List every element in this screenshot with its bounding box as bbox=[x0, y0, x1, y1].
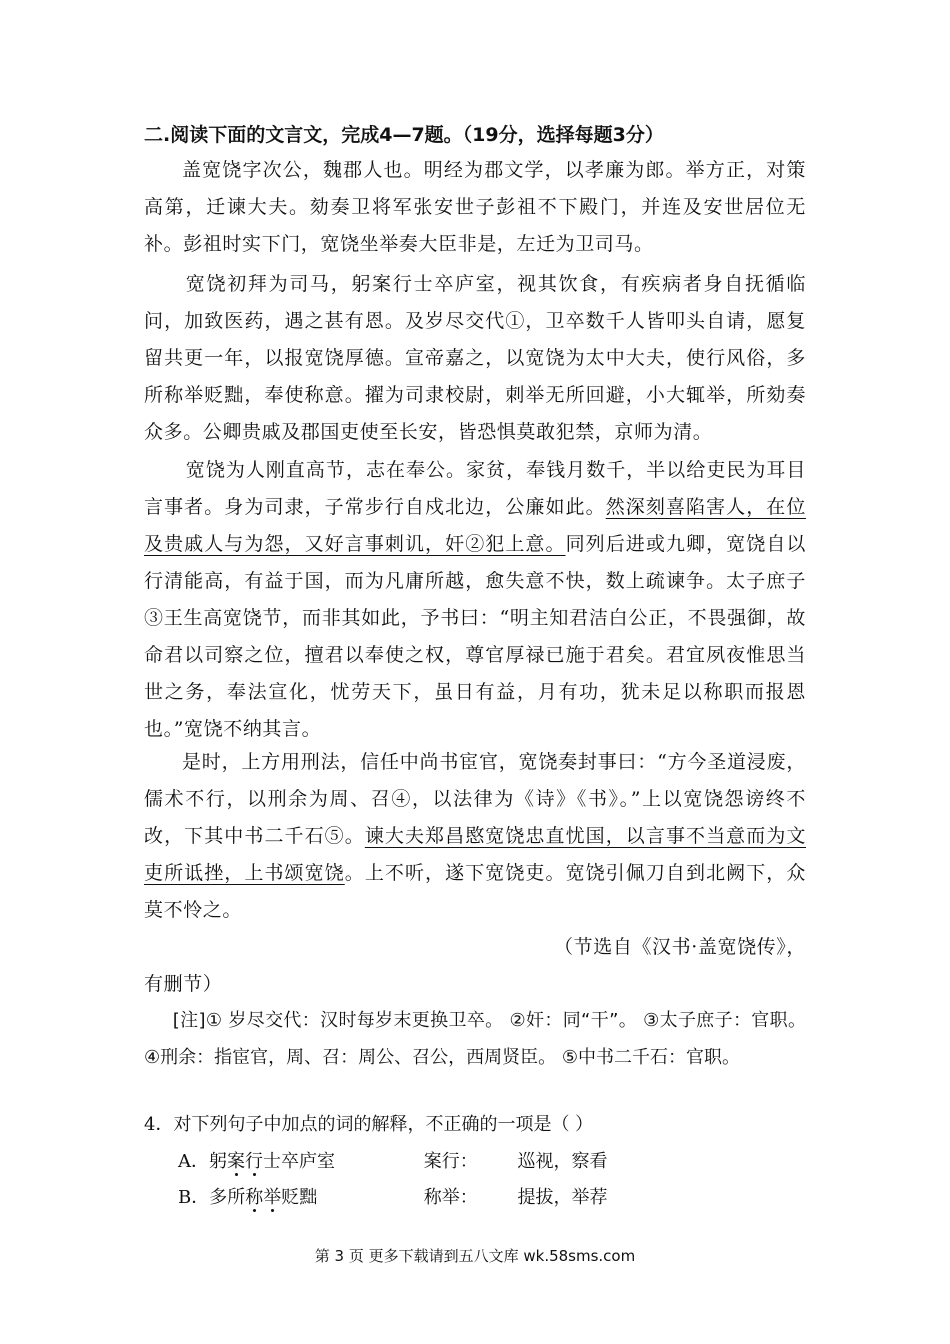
option-a-meaning: 巡视，察看 bbox=[517, 1151, 608, 1172]
dotted-char: 案 bbox=[227, 1151, 245, 1172]
option-a-sentence: A．躬案行士卒庐室 bbox=[178, 1151, 335, 1172]
annotation-notes: [注]① 岁尽交代：汉时每岁末更换卫卒。 ②奸：同“干”。 ③太子庶子：官职。 ④刑余：指宦官，周、召：周公、召公，西周贤臣。 ⑤中书二千石：官职。 bbox=[144, 1010, 806, 1068]
paragraph-3-text-after: 同列后进或九卿，宽饶自以行清能高，有益于国，而为凡庸所越，愈失意不快，数上疏谏争。太子庶子③王生高宽饶节，而非其如此，予书曰：“明主知君洁白公正，不畏强御，故命君以司察之位，擅君以奉使之权，尊官厚禄已施于君矣。君宜夙夜惟思当世之务，奉法宣化，忧劳天下，虽日有益，月有功，犹未足以称职而报恩也。”宽饶不纳其言。 bbox=[144, 533, 806, 740]
option-b-word: 称举： bbox=[423, 1187, 478, 1208]
option-b-meaning: 提拔，举荐 bbox=[517, 1187, 608, 1208]
question-4-stem: 4．对下列句子中加点的词的解释，不正确的一项是（ ） bbox=[144, 1114, 594, 1135]
paragraph-3-text-before: 宽饶为人刚直高节，志在奉公。家贫，奉钱月数千，半以给吏民为耳目言事者。身为司隶，子常步行自戍北边，公廉如此。 bbox=[144, 459, 806, 518]
option-a bbox=[178, 1148, 818, 1176]
page-footer: 第 3 页 更多下载请到五八文库 wk.58sms.com bbox=[314, 1247, 636, 1265]
paragraph-1: 盖宽饶字次公，魏郡人也。明经为郡文学，以孝廉为郎。举方正，对策高第，迁谏大夫。劾奏卫将军张安世子彭祖不下殿门，并连及安世居位无补。彭祖时实下门，宽饶坐举奏大臣非是，左迁为卫司马。 bbox=[144, 159, 806, 255]
dotted-char: 举 bbox=[263, 1187, 282, 1208]
dotted-char: 称 bbox=[245, 1187, 264, 1208]
option-b bbox=[178, 1184, 818, 1212]
section-heading: 二.阅读下面的文言文，完成4—7题。（19分，选择每题3分） bbox=[144, 124, 664, 146]
source-citation-continued: 有删节） bbox=[144, 973, 223, 995]
paragraph-2: 宽饶初拜为司马，躬案行士卒庐室，视其饮食，有疾病者身自抚循临问，加致医药，遇之甚有恩。及岁尽交代①，卫卒数千人皆叩头自请，愿复留共更一年，以报宽饶厚德。宣帝嘉之，以宽饶为太中大夫，使行风俗，多所称举贬黜，奉使称意。擢为司隶校尉，刺举无所回避，小大辄举，所劾奏众多。公卿贵戚及郡国吏使至长安，皆恐惧莫敢犯禁，京师为清。 bbox=[144, 273, 806, 443]
paragraph-3 bbox=[144, 452, 806, 748]
option-a-word: 案行： bbox=[423, 1151, 478, 1172]
option-a-label: A． bbox=[178, 1151, 209, 1172]
option-b-sentence: B．多所称举贬黜 bbox=[178, 1187, 318, 1208]
source-citation: （节选自《汉书·盖宽饶传》， bbox=[554, 936, 806, 958]
paragraph-4 bbox=[144, 744, 806, 929]
dotted-char: 行 bbox=[245, 1151, 263, 1172]
option-b-label: B． bbox=[178, 1187, 210, 1208]
underlined-sentence-2: 谏大夫郑昌愍宽饶忠直忧国，以言事不当意而为文吏所诋挫，上书颂宽饶 bbox=[144, 825, 806, 884]
underlined-sentence-1: 然深刻喜陷害人，在位及贵戚人与为怨，又好言事刺讥，奸②犯上意。 bbox=[144, 496, 806, 555]
paragraph-4-text-after: 。上不听，遂下宽饶吏。宽饶引佩刀自到北阙下，众莫不怜之。 bbox=[144, 862, 806, 921]
paragraph-4-text-before: 是时，上方用刑法，信任中尚书宦官，宽饶奏封事曰：“方今圣道浸废，儒术不行，以刑余为周、召④，以法律为《诗》《书》。”上以宽饶怨谤终不改，下其中书二千石⑤。 bbox=[144, 751, 806, 847]
